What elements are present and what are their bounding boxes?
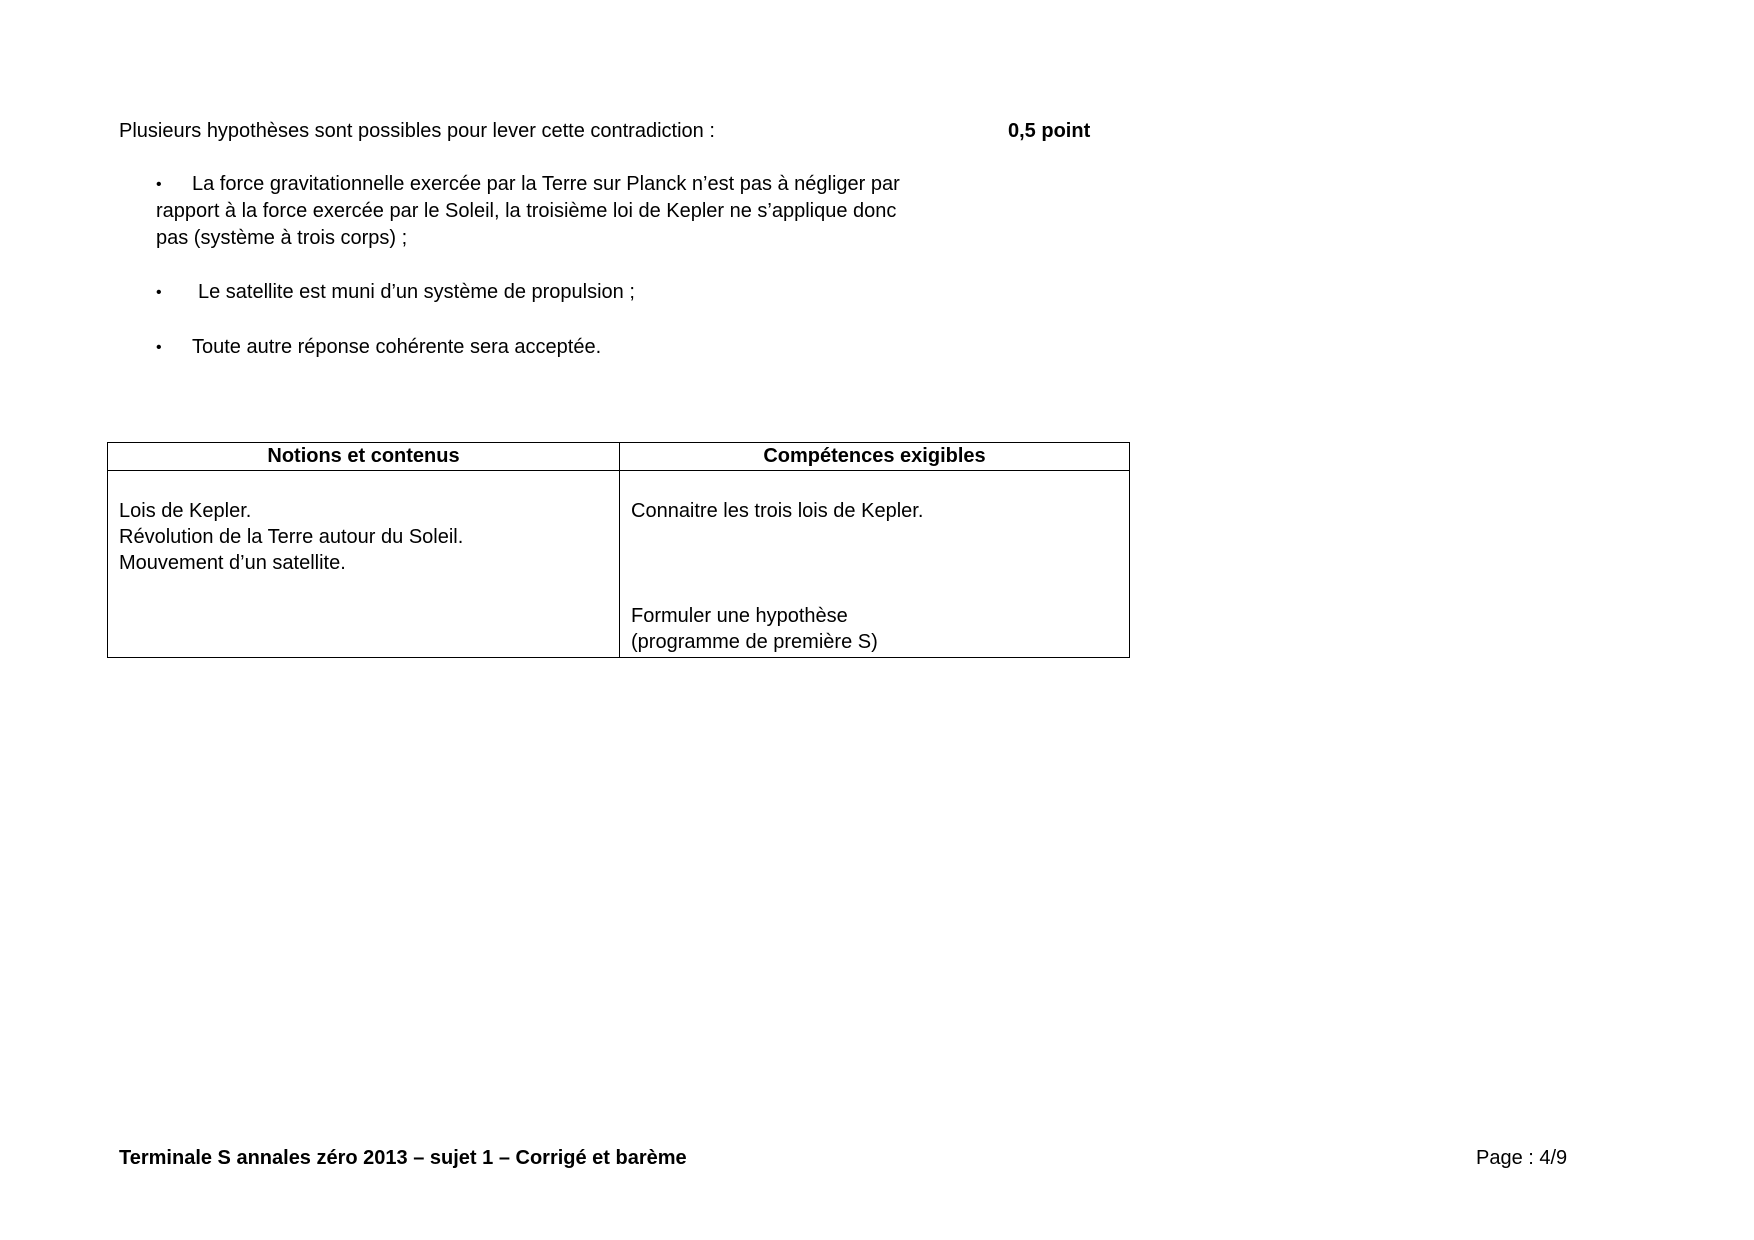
list-item <box>156 171 946 252</box>
page-number: Page : 4/9 <box>1476 1147 1568 1169</box>
list-item <box>156 279 946 306</box>
bullet-line: Toute autre réponse cohérente sera acceptée. <box>192 336 602 358</box>
header-notions: Notions et contenus <box>108 443 620 471</box>
bullet-line: Le satellite est muni d’un système de propulsion ; <box>198 281 635 303</box>
points-label: 0,5 point <box>1008 120 1091 142</box>
list-item <box>156 334 946 361</box>
competences-cell <box>620 471 1130 658</box>
intro-text: Plusieurs hypothèses sont possibles pour lever cette contradiction : <box>119 120 715 142</box>
bullet-icon: • <box>156 284 162 301</box>
competences-table <box>107 442 1130 658</box>
bullet-line: pas (système à trois corps) ; <box>156 227 408 249</box>
footer-title: Terminale S annales zéro 2013 – sujet 1 – Corrigé et barème <box>119 1147 687 1169</box>
competence-item: Formuler une hypothèse <box>631 605 848 627</box>
bullet-icon: • <box>156 176 162 193</box>
notion-item: Lois de Kepler. <box>119 500 252 522</box>
competence-item: (programme de première S) <box>631 631 878 653</box>
bullet-icon: • <box>156 339 162 356</box>
notion-item: Révolution de la Terre autour du Soleil. <box>119 526 464 548</box>
notions-cell <box>108 471 620 658</box>
competence-item: Connaitre les trois lois de Kepler. <box>631 500 924 522</box>
table-row <box>108 471 1130 658</box>
bullet-line: rapport à la force exercée par le Soleil, la troisième loi de Kepler ne s’applique donc <box>156 200 897 222</box>
table-header-row <box>108 443 1130 471</box>
bullet-line: La force gravitationnelle exercée par la Terre sur Planck n’est pas à négliger par <box>192 173 900 195</box>
notion-item: Mouvement d’un satellite. <box>119 552 346 574</box>
hypotheses-list <box>156 171 946 361</box>
header-competences: Compétences exigibles <box>620 443 1130 471</box>
